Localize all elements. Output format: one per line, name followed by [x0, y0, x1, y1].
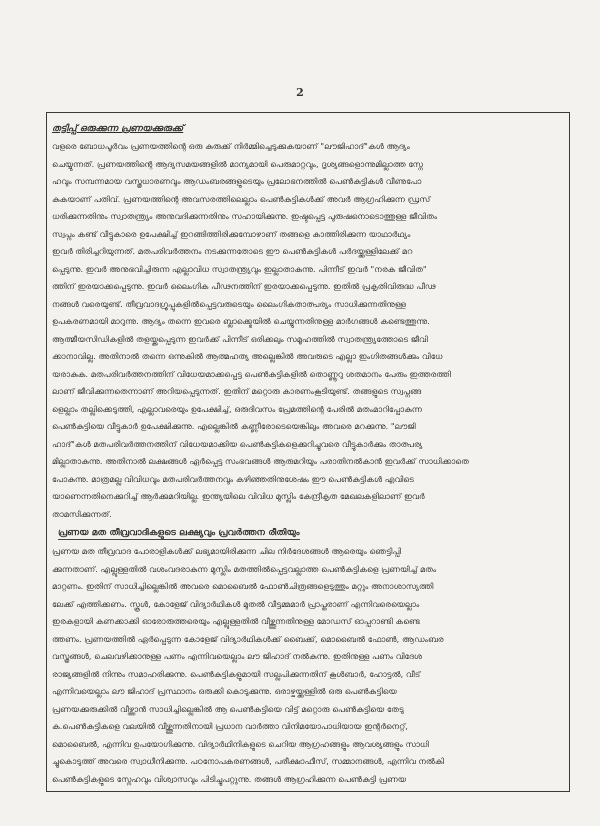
text-line: എന്നിവയെല്ലാം ലൗ ജിഹാദ് പ്രസ്ഥാനം ഒരുക്കി കൊടുക്കുന്നു. ഒരാഴ്ചയ്ക്കുള്ളിൽ ഒരു പെൺകുട്ടിയെ: [52, 687, 397, 696]
text-line: ത്തിന് ഇരയാക്കപ്പെടുന്നു. ഇവർ ലൈംഗിക പീഢനത്തിന് ഇരയാക്കപ്പെടുന്നു. ഇതിൽ പ്രകൃതിവിരുദ്ധ പീഢ: [52, 282, 436, 291]
text-line: താമസിക്കുന്നത്.: [52, 509, 112, 519]
text-line: സ്വപ്നം കണ്ട് വീട്ടുകാരെ ഉപേക്ഷിച്ച് ഇറങ്ങിത്തിരിക്കുമ്പോഴാണ് തങ്ങളെ കാത്തിരിക്കുന്ന യാഥാർഥ്യം: [52, 229, 411, 239]
text-line: ളെല്ലാം തല്ലിക്കെടുത്തി, എല്ലാവരെയും ഉപേക്ഷിച്ച്, ഒരുദിവസം പ്രേമത്തിന്റെ പേരിൽ മതംമാറിപ്പോകുന്ന: [52, 404, 422, 414]
text-line: യാണെന്നതിനെക്കുറിച്ച് ആർക്കുമറിയില്ല. ഇന്ത്യയിലെ വിവിധ മുസ്ലിം കേന്ദ്രീകൃത മേഖലകളിലാണ് ഇവർ: [52, 492, 425, 501]
text-line: വളരെ ബോധപൂർവം പ്രണയത്തിന്റെ ഒരു കുരുക്ക് നിർമ്മിച്ചെടുക്കുകയാണ് "ലൗജിഹാദ്"കൾ ആദ്യം: [52, 142, 410, 151]
text-line: ഇരകളായി കണക്കാക്കി ഓരോരുത്തരെയും എല്ലുള്ളതിൽ വീഴ്ത്തുന്നതിനുള്ള മോഡസ് ഓപ്പറാണ്ടി കണ്ടെ: [52, 617, 420, 626]
text-line: പെൺകുട്ടിയെ വീട്ടുകാർ ഉപേക്ഷിക്കുന്നു. എല്ലെങ്കിൽ കണ്ണീരോടെയെങ്കിലും അവരെ മറക്കുന്നു. "ലൗജി: [52, 422, 416, 431]
text-line: ധരിക്കുന്നതിനും സ്വാതന്ത്ര്യം അനുവദിക്കുന്നതിനും സഹായിക്കുന്നു. ഇഷ്ടപ്പെട്ട പുരുഷനൊടൊത്തുള്ള ജീവിതം: [52, 212, 438, 221]
text-line: ചെയ്യുന്നത്. പ്രണയത്തിന്റെ ആദ്യസമയങ്ങളിൽ മാന്യമായി പെരുമാറ്റവും, ദൃശ്യങ്ങളൊന്നുമില്ലാത്ത സ്നേ: [52, 159, 423, 169]
page-number: 2: [296, 86, 304, 99]
text-line: ആത്മീയസിഡികളിൽ തളയ്ക്കപ്പെടുന്ന ഇവർക്ക് പിന്നീട് ഒരിക്കലും സമൂഹത്തിൽ സ്വാതന്ത്ര്യത്തോടെ ജീവി: [52, 334, 428, 344]
text-line: ക്കാനാവില്ല. അതിനാൽ തന്നെ ഒന്നുകിൽ ആത്മഹത്യ അല്ലെങ്കിൽ അവരുടെ എല്ലാ ഇംഗിതങ്ങൾക്കും വിധേ: [52, 352, 443, 361]
text-line: ക്കുന്നതാണ്. എല്ലുള്ളതിൽ വശംവദരാകുന്ന മുസ്ലിം മതത്തിൽപ്പെട്ടവല്ലാത്ത പെൺകുട്ടികളെ പ്രണയിച്ച് മതം: [52, 564, 437, 574]
text-line: ക.പെൺകുട്ടികളെ വലയിൽ വീഴ്ത്തുന്നതിനായി പ്രധാന വാർത്താ വിനിമയോപാധിയായ ഇന്റർനെറ്റ്,: [52, 722, 408, 731]
text-line: പെൺകുട്ടികളുടെ സ്നേഹവും വിശ്വാസവും പിടിച്ചുപറ്റുന്നു. തങ്ങൾ ആഗ്രഹിക്കുന്ന പെൺകുട്ടി പ്രണയ: [52, 774, 407, 784]
text-line: ഹവും സമ്പന്നമായ വസ്ത്രധാരണവും ആഡംബരങ്ങളുടെയും പ്രലോഭനത്തിൽ പെൺകുട്ടികൾ വീണുപോ: [52, 177, 422, 186]
text-line: മാറ്റണം. ഇതിന് സാധിച്ചില്ലെങ്കിൽ അവരെ മൊബൈൽ ഫോൺചിത്രങ്ങളെടുത്തും മറ്റും അനാശാസ്യത്തി: [52, 582, 434, 591]
text-line: പ്രണയ മത തീവ്രവാദ പോരാളികൾക്ക് ലഭ്യമായിരിക്കുന്ന ചില നിർദേശങ്ങൾ ആരെയും ഞെട്ടിപ്പി: [52, 547, 402, 556]
text-line: പ്പെടുന്നു. ഇവർ അനുഭവിച്ചിരുന്ന എല്ലാവിധ സ്വാതന്ത്ര്യവും ഇല്ലാതാകുന്നു. പിന്നീട് ഇവർ "നരക ജീവിത": [52, 264, 427, 274]
article-heading: തട്ടിപ്പ് ഒരുക്കുന്ന പ്രണയക്കുരുക്ക്: [52, 124, 184, 134]
text-line: ച്ചുകൊടുത്ത് അവരെ സ്വാധീനിക്കുന്നു. പഠനോപകരണങ്ങൾ, പരീക്ഷാഫീസ്, സമ്മാനങ്ങൾ, എന്നിവ നൽകി: [52, 757, 445, 766]
article-body: [52, 120, 566, 788]
text-line: മില്ലാതാകുന്നു. അതിനാൽ ലക്ഷങ്ങൾ ഏർപ്പെട്ട സംഭവങ്ങൾ ആരുമറിയും പരാതിനൽകാൻ ഇവർക്ക് സാധിക്കാതെ: [52, 457, 469, 466]
text-line: നങ്ങൾ വരെയുണ്ട്. തീവ്രവാദഗ്രൂപ്പുകളിൽപ്പെട്ടവരുടെയും ലൈംഗികതാത്പര്യം സാധിക്കുന്നതിനുള്ള: [52, 299, 406, 309]
section-subheading: പ്രണയ മത തീവ്രവാദികളുടെ ലക്ഷ്യവും പ്രവർത്തന രീതിയും: [58, 528, 300, 538]
text-line: ഹാദ്"കൾ മതപരിവർത്തനത്തിന് വിധേയമാക്കിയ പെൺകുട്ടികളെക്കുറിച്ചുവരെ വീട്ടുകാർക്കും താത്പര്യ: [52, 439, 423, 449]
text-line: ലാണ് ജീവിക്കുന്നതെന്നാണ് അറിയപ്പെടുന്നത്. ഇതിന് മറ്റൊരു കാരണംകൂടിയുണ്ട്. തങ്ങളുടെ സ്വപ്നങ്ങ: [52, 387, 422, 396]
text-line: പ്രണയക്കുരുക്കിൽ വീഴ്ത്താൻ സാധിച്ചില്ലെങ്കിൽ ആ പെൺകുട്ടിയെ വിട്ട് മറ്റൊരു പെൺകുട്ടിയെ തേടു: [52, 704, 404, 714]
section-2-paragraph: [52, 543, 566, 788]
text-line: മൊബൈൽ, എന്നിവ ഉപയോഗിക്കുന്നു. വിദ്യാർഥിനികളുടെ ചെറിയ ആഗ്രഹങ്ങളും ആവശ്യങ്ങളും സാധി: [52, 739, 429, 749]
text-line: ഉപകരണമായി മാറുന്നു. ആദ്യം തന്നെ ഇവരെ ബ്ലാക്ക്മെയിൽ ചെയ്യുന്നതിനുള്ള മാർഗങ്ങൾ കണ്ടെത്തുന്നു.: [52, 317, 430, 326]
text-line: യരാകുക. മതപരിവർത്തനത്തിന് വിധേയമാക്കപ്പെട്ട പെൺകുട്ടികളിൽ തൊണ്ണൂറു ശതമാനം പേരും ഇത്തരത്തി: [52, 369, 451, 379]
text-line: പോകുന്നു. മാത്രമല്ല വിവിധവും മതപരിവർത്തനവും കഴിഞ്ഞതിനുശേഷം ഈ പെൺകുട്ടികൾ എവിടെ: [52, 474, 414, 484]
text-line: ഇവർ തിരിച്ചറിയുന്നത്. മതപരിവർത്തനം നടക്കുന്നതോടെ ഈ പെൺകുട്ടികൾ പർദയ്ക്കുള്ളിലേക്ക് മറ: [52, 247, 413, 256]
text-line: വസ്ത്രങ്ങൾ, ചെലവഴിക്കാനുള്ള പണം എന്നിവയെല്ലാം ലൗ ജിഹാദ് നൽകുന്നു. ഇതിനുള്ള പണം വിദേശ: [52, 652, 423, 661]
text-line: കുകയാണ് പതിവ്. പ്രണയത്തിന്റെ അവസരത്തിലെല്ലാം പെൺകുട്ടികൾക്ക് അവർ ആഗ്രഹിക്കുന്ന ഡ്രസ്: [52, 194, 431, 204]
text-line: രാജ്യങ്ങളിൽ നിന്നും സമാഹരിക്കുന്നു. പെൺകുട്ടികളുമായി സല്ലപിക്കുന്നതിന് കൂൾബാർ, ഹോട്ടൽ, വീട്: [52, 669, 421, 679]
text-line: ലേക്ക് എത്തിക്കണം. സ്കൂൾ, കോളേജ് വിദ്യാർഥികൾ മുതൽ വീട്ടമ്മമാർ പ്രാപ്തരാണ് എന്നിവരെയെല്ലാം: [52, 599, 420, 609]
text-line: ത്തണം. പ്രണയത്തിൽ ഏർപ്പെടുന്ന കോളേജ് വിദ്യാർഥികൾക്ക് ബൈക്ക്, മൊബൈൽ ഫോൺ, ആഡംബര: [52, 634, 444, 644]
section-1-paragraph: [52, 138, 566, 523]
